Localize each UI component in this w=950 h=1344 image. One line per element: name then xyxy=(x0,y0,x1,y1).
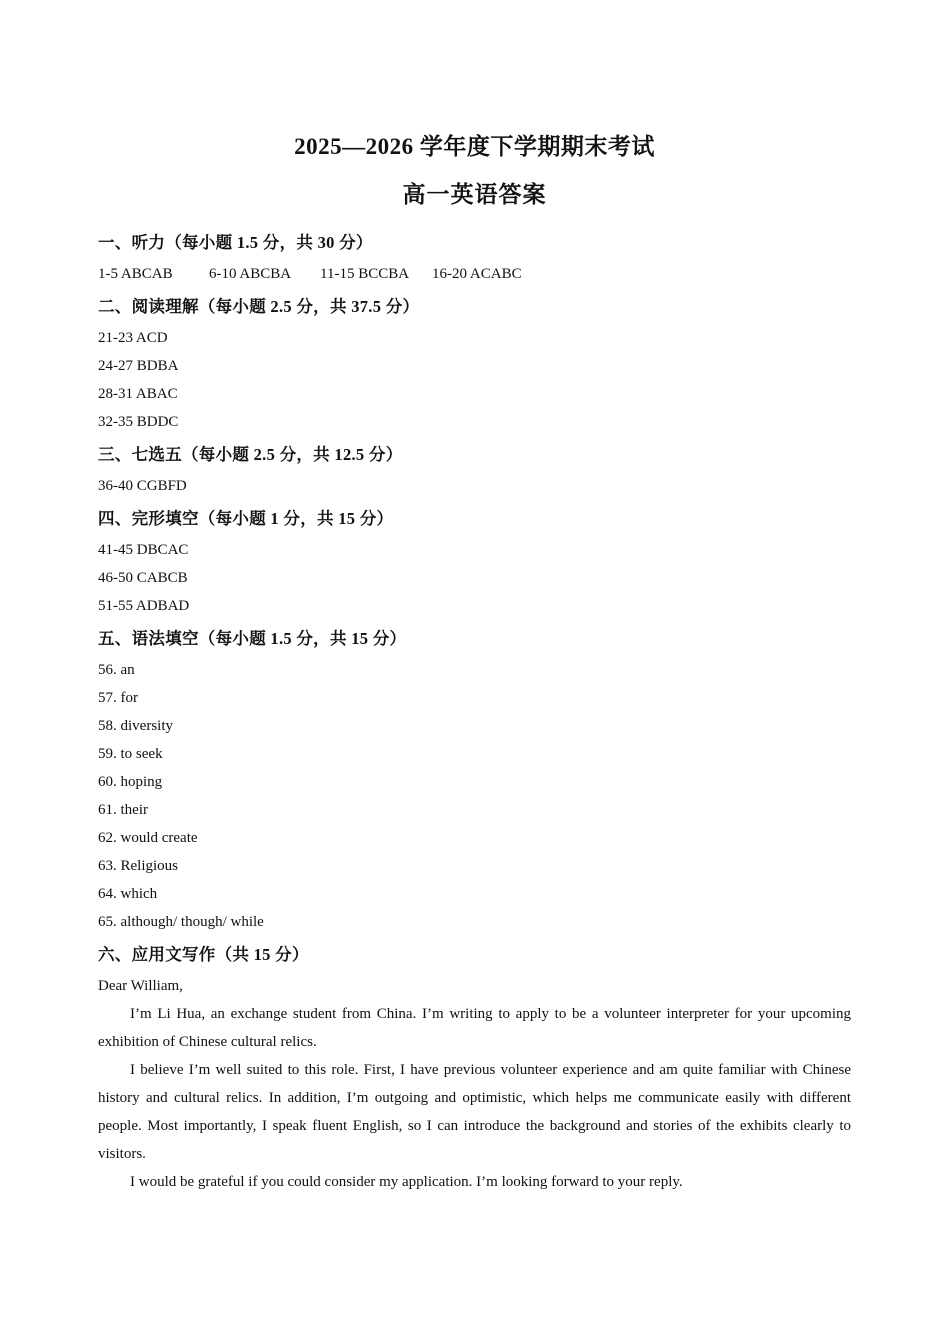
answer-group: 1-5 ABCAB xyxy=(98,266,173,282)
answer-line: 58. diversity xyxy=(98,718,173,734)
letter-paragraph: I believe I’m well suited to this role. First, I have previous volunteer experience and am quite familiar with Chinese history and cultural relics. In addition, I’m outgoing and optimistic, which helps me communicate easily with different people. Most importantly, I speak fluent English, so I can introduce the background and stories of the exhibits clearly to visitors. xyxy=(98,1062,851,1162)
answer-line: 63. Religious xyxy=(98,858,179,874)
answer-line: 60. hoping xyxy=(98,774,163,790)
answer-line: 64. which xyxy=(98,886,158,902)
section-heading-grammar: 五、语法填空（每小题 1.5 分，共 15 分） xyxy=(98,629,407,648)
answer-line: 46-50 CABCB xyxy=(98,570,188,586)
answer-line: 28-31 ABAC xyxy=(98,386,178,402)
answer-line: 57. for xyxy=(98,690,138,706)
letter-paragraph: I’m Li Hua, an exchange student from China. I’m writing to apply to be a volunteer interpreter for your upcoming exhibition of Chinese cultural relics. xyxy=(98,1006,851,1050)
letter-paragraph: I would be grateful if you could consider my application. I’m looking forward to your reply. xyxy=(130,1174,683,1190)
listening-answers xyxy=(98,260,851,288)
answer-sheet xyxy=(98,132,851,1196)
section-heading-reading: 二、阅读理解（每小题 2.5 分，共 37.5 分） xyxy=(98,297,420,316)
sample-letter xyxy=(98,972,851,1196)
section-heading-seven-five: 三、七选五（每小题 2.5 分，共 12.5 分） xyxy=(98,445,403,464)
answer-line: 62. would create xyxy=(98,830,198,846)
answer-line: 56. an xyxy=(98,662,135,678)
answer-group: 16-20 ACABC xyxy=(432,266,522,282)
answer-line: 21-23 ACD xyxy=(98,330,168,346)
answer-line: 36-40 CGBFD xyxy=(98,478,187,494)
answer-line: 51-55 ADBAD xyxy=(98,598,190,614)
document-subtitle: 高一英语答案 xyxy=(402,182,547,207)
answer-group: 11-15 BCCBA xyxy=(320,266,410,282)
answer-line: 61. their xyxy=(98,802,148,818)
answer-line: 24-27 BDBA xyxy=(98,358,179,374)
section-heading-cloze: 四、完形填空（每小题 1 分，共 15 分） xyxy=(98,509,394,528)
section-heading-listening: 一、听力（每小题 1.5 分，共 30 分） xyxy=(98,233,373,252)
answer-line: 32-35 BDDC xyxy=(98,414,179,430)
section-heading-writing: 六、应用文写作（共 15 分） xyxy=(98,945,309,964)
answer-line: 65. although/ though/ while xyxy=(98,914,264,930)
answer-line: 41-45 DBCAC xyxy=(98,542,189,558)
letter-salutation: Dear William, xyxy=(98,978,183,994)
document-title: 2025—2026 学年度下学期期末考试 xyxy=(294,134,655,159)
answer-line: 59. to seek xyxy=(98,746,163,762)
answer-group: 6-10 ABCBA xyxy=(209,266,292,282)
